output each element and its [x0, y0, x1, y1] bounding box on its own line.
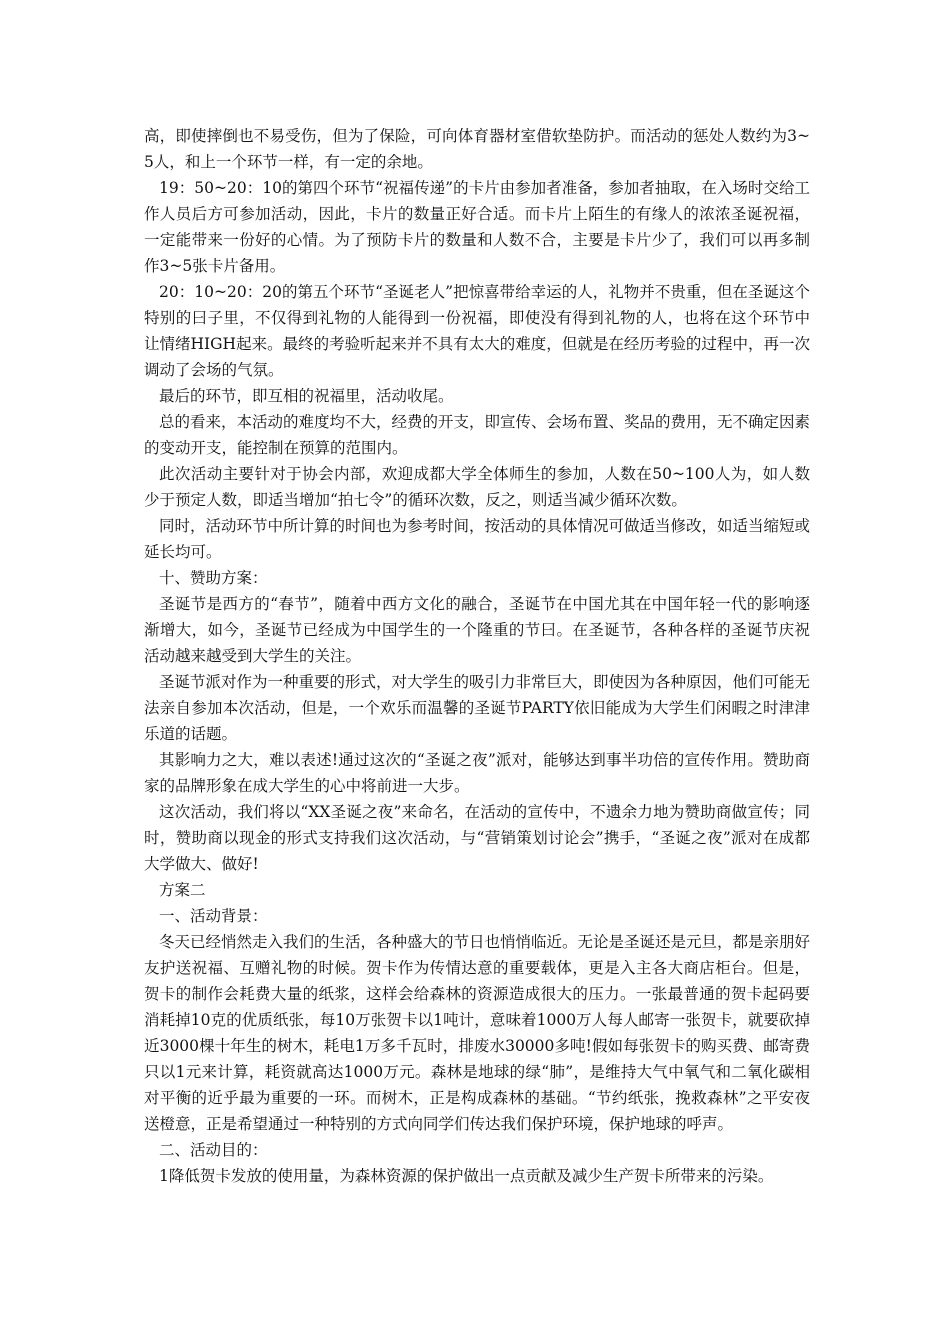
paragraph: 最后的环节，即互相的祝福里，活动收尾。 — [159, 387, 454, 405]
paragraph: 20：10~20：20的第五个环节“圣诞老人”把惊喜带给幸运的人，礼物并不贵重，但在圣诞这个特别的曰子里，不仅得到礼物的人能得到一份祝福，即使没有得到礼物的人，也将在这个环节中让情绪HIGH起来。最终的考验听起来并不具有太大的难度，但就是在经历考验的过程中，再一次调动了会场的气氛。 — [144, 283, 810, 379]
section-heading: 二、活动目的： — [159, 1141, 268, 1159]
paragraph: 高，即使摔倒也不易受伤，但为了保险，可向体育器材室借软垫防护。而活动的惩处人数约为3~5人，和上一个环节一样，有一定的余地。 — [144, 127, 810, 171]
paragraph: 1降低贺卡发放的使用量，为森林资源的保护做出一点贡献及减少生产贺卡所带来的污染。 — [159, 1167, 774, 1185]
paragraph: 圣诞节是西方的“春节”，随着中西方文化的融合，圣诞节在中国尤其在中国年轻一代的影响逐渐增大，如今，圣诞节已经成为中国学生的一个隆重的节曰。在圣诞节，各种各样的圣诞节庆祝活动越来越受到大学生的关注。 — [144, 595, 810, 665]
paragraph: 这次活动，我们将以“XX圣诞之夜”来命名，在活动的宣传中，不遗余力地为赞助商做宣传；同时，赞助商以现金的形式支持我们这次活动，与“营销策划讨论会”携手，“圣诞之夜”派对在成都大学做大、做好! — [144, 803, 810, 873]
document-body — [144, 123, 810, 1189]
paragraph: 19：50~20：10的第四个环节“祝福传递”的卡片由参加者准备，参加者抽取，在入场时交给工作人员后方可参加活动，因此，卡片的数量正好合适。而卡片上陌生的有缘人的浓浓圣诞祝福，一定能带来一份好的心情。为了预防卡片的数量和人数不合，主要是卡片少了，我们可以再多制作3~5张卡片备用。 — [144, 179, 810, 275]
section-heading: 一、活动背景： — [159, 907, 268, 925]
paragraph: 此次活动主要针对于协会内部，欢迎成都大学全体师生的参加，人数在50~100人为，如人数少于预定人数，即适当增加“拍七令”的循环次数，反之，则适当减少循环次数。 — [144, 465, 810, 509]
paragraph: 总的看来，本活动的难度均不大，经费的开支，即宣传、会场布置、奖品的费用，无不确定因素的变动开支，能控制在预算的范围内。 — [144, 413, 811, 457]
paragraph: 圣诞节派对作为一种重要的形式，对大学生的吸引力非常巨大，即使因为各种原因，他们可能无法亲自参加本次活动，但是，一个欢乐而温馨的圣诞节PARTY依旧能成为大学生们闲暇之时津津乐道的话题。 — [144, 673, 811, 743]
section-heading: 十、赞助方案： — [159, 569, 268, 587]
paragraph: 其影响力之大，难以表述!通过这次的“圣诞之夜”派对，能够达到事半功倍的宣传作用。赞助商家的品牌形象在成大学生的心中将前进一大步。 — [144, 751, 810, 795]
section-heading: 方案二 — [159, 881, 206, 899]
paragraph: 同时，活动环节中所计算的时间也为参考时间，按活动的具体情况可做适当修改，如适当缩短或延长均可。 — [144, 517, 811, 561]
paragraph: 冬天已经悄然走入我们的生活，各种盛大的节日也悄悄临近。无论是圣诞还是元旦，都是亲朋好友护送祝福、互赠礼物的时候。贺卡作为传情达意的重要载体，更是入主各大商店柜台。但是，贺卡的制作会耗费大量的纸浆，这样会给森林的资源造成很大的压力。一张最普通的贺卡起码要消耗掉10克的优质纸张，每10万张贺卡以1吨计，意味着1000万人每人邮寄一张贺卡，就要砍掉近3000棵十年生的树木，耗电1万多千瓦时，排废水30000多吨!假如每张贺卡的购买费、邮寄费只以1元来计算，耗资就高达1000万元。森林是地球的绿“肺”，是维持大气中氧气和二氧化碳相对平衡的近乎最为重要的一环。而树木，正是构成森林的基础。“节约纸张，挽救森林”之平安夜送橙意，正是希望通过一种特别的方式向同学们传达我们保护环境，保护地球的呼声。 — [144, 933, 811, 1133]
